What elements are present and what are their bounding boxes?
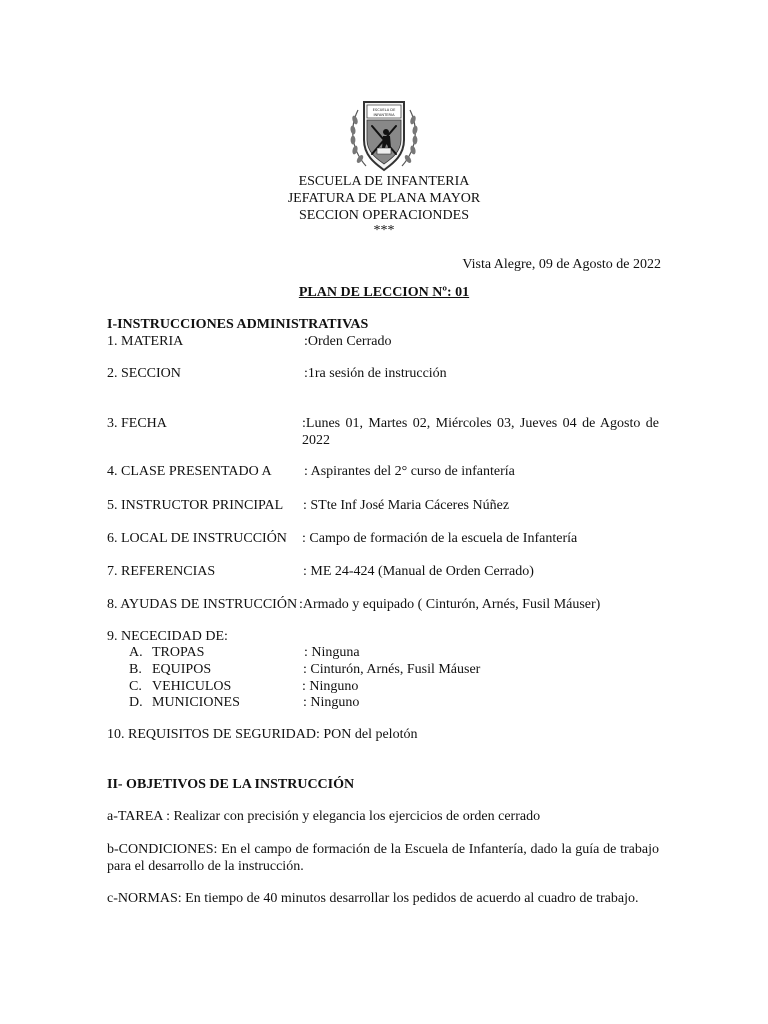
field-value: :Lunes 01, Martes 02, Miércoles 03, Jueves 04 de Agosto de 2022 xyxy=(302,416,659,448)
field-label: 5. INSTRUCTOR PRINCIPAL xyxy=(107,498,284,513)
field-label: 2. SECCION xyxy=(107,366,181,381)
security-requirements: 10. REQUISITOS DE SEGURIDAD: PON del pelotón xyxy=(107,727,418,742)
list-letter: D. xyxy=(129,695,143,710)
section-name: SECCION OPERACIONDES xyxy=(299,208,469,223)
header-stars: *** xyxy=(373,223,395,238)
list-item-name: EQUIPOS xyxy=(152,662,212,677)
field-value: : Aspirantes del 2° curso de infantería xyxy=(304,464,515,479)
place-date: Vista Alegre, 09 de Agosto de 2022 xyxy=(462,257,661,272)
list-item-value: : Ninguna xyxy=(304,645,360,660)
field-label: 1. MATERIA xyxy=(107,334,184,349)
field-label: 8. AYUDAS DE INSTRUCCIÓN xyxy=(107,597,298,612)
school-emblem-logo xyxy=(344,96,424,176)
field-label: 3. FECHA xyxy=(107,416,167,431)
list-letter: B. xyxy=(129,662,142,677)
list-item-name: VEHICULOS xyxy=(152,679,232,694)
list-letter: C. xyxy=(129,679,142,694)
field-value: :1ra sesión de instrucción xyxy=(304,366,447,381)
section2-heading: II- OBJETIVOS DE LA INSTRUCCIÓN xyxy=(107,777,355,792)
field-value: : STte Inf José Maria Cáceres Núñez xyxy=(303,498,510,513)
list-letter: A. xyxy=(129,645,143,660)
list-item-name: MUNICIONES xyxy=(152,695,240,710)
department-name: JEFATURA DE PLANA MAYOR xyxy=(287,191,481,206)
list-item-name: TROPAS xyxy=(152,645,205,660)
list-item-value: : Ninguno xyxy=(302,679,359,694)
list-item-value: : Cinturón, Arnés, Fusil Máuser xyxy=(303,662,481,677)
emblem-lettering: ESCUELA DE xyxy=(372,108,396,112)
task-objective: a-TAREA : Realizar con precisión y elegancia los ejercicios de orden cerrado xyxy=(107,809,541,824)
conditions-objective: b-CONDICIONES: En el campo de formación de la Escuela de Infantería, dado la guía de trabajo para el desarrollo de la instrucción. xyxy=(107,842,659,874)
list-item-value: : Ninguno xyxy=(303,695,360,710)
field-label: 7. REFERENCIAS xyxy=(107,564,216,579)
field-value: :Armado y equipado ( Cinturón, Arnés, Fusil Máuser) xyxy=(299,597,601,612)
field-value: : Campo de formación de la escuela de Infantería xyxy=(302,531,578,546)
field-label: 6. LOCAL DE INSTRUCCIÓN xyxy=(107,531,287,546)
field-value: : ME 24-424 (Manual de Orden Cerrado) xyxy=(303,564,534,579)
plan-title: PLAN DE LECCION Nº: 01 xyxy=(298,285,470,300)
necesidad-label: 9. NECECIDAD DE: xyxy=(107,629,228,644)
field-label: 4. CLASE PRESENTADO A xyxy=(107,464,272,479)
standards-objective: c-NORMAS: En tiempo de 40 minutos desarrollar los pedidos de acuerdo al cuadro de trabajo. xyxy=(107,891,639,906)
school-name: ESCUELA DE INFANTERIA xyxy=(298,174,470,189)
section1-heading: I-INSTRUCCIONES ADMINISTRATIVAS xyxy=(107,317,369,332)
svg-text:INFANTERIA: INFANTERIA xyxy=(373,113,395,117)
field-value: :Orden Cerrado xyxy=(304,334,392,349)
